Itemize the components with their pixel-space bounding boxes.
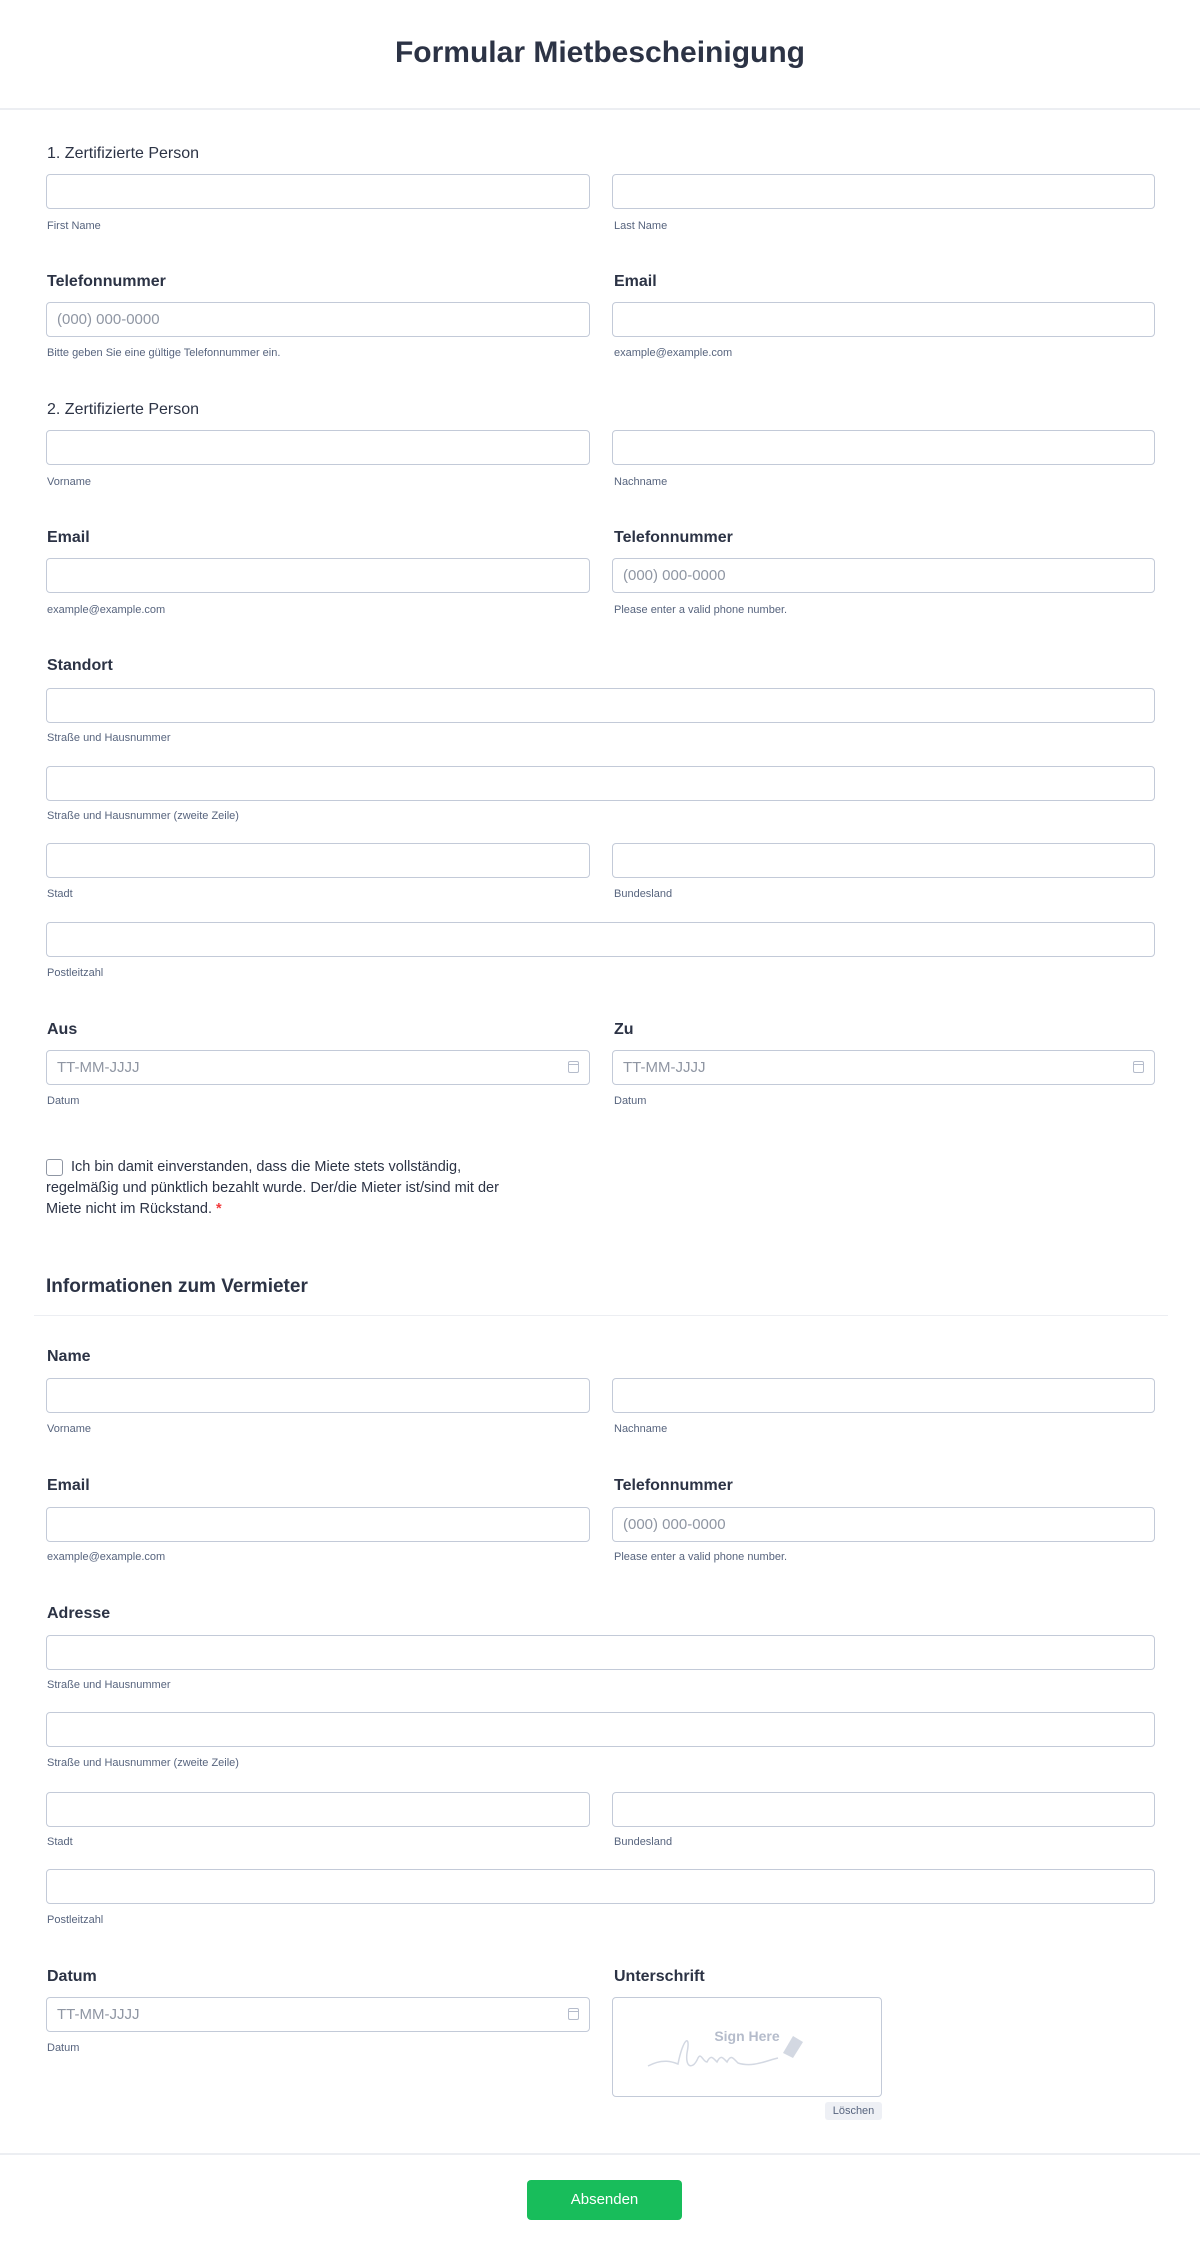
landlord-name-label: Name	[47, 1348, 91, 1365]
cert2-first-name-input[interactable]	[46, 430, 590, 465]
location-label: Standort	[47, 657, 113, 674]
location-city-input[interactable]	[46, 843, 590, 878]
location-zip-sublabel: Postleitzahl	[47, 967, 104, 979]
to-date-placeholder: TT-MM-JJJJ	[623, 1059, 706, 1076]
cert1-email-input[interactable]	[612, 302, 1155, 337]
landlord-phone-sublabel: Please enter a valid phone number.	[614, 1551, 788, 1563]
cert2-first-sublabel: Vorname	[47, 476, 92, 488]
cert1-email-label: Email	[614, 273, 657, 290]
from-date-label: Aus	[47, 1021, 78, 1038]
signature-hint: Sign Here	[714, 2028, 780, 2044]
cert2-email-sublabel: example@example.com	[47, 604, 166, 616]
cert2-phone-input[interactable]: (000) 000-0000	[612, 558, 1155, 593]
calendar-icon[interactable]	[1133, 1061, 1144, 1073]
cert1-last-sublabel: Last Name	[614, 220, 668, 232]
cert2-last-name-input[interactable]	[612, 430, 1155, 465]
cert1-last-name-input[interactable]	[612, 174, 1155, 209]
landlord-street-input[interactable]	[46, 1635, 1155, 1670]
landlord-state-input[interactable]	[612, 1792, 1155, 1827]
cert2-label: 2. Zertifizierte Person	[47, 401, 200, 418]
consent-text	[46, 1157, 526, 1220]
location-street2-sublabel: Straße und Hausnummer (zweite Zeile)	[47, 810, 239, 822]
footer-divider	[0, 2153, 1200, 2155]
landlord-zip-input[interactable]	[46, 1869, 1155, 1904]
cert1-phone-sublabel: Bitte geben Sie eine gültige Telefonnummer ein.	[47, 347, 281, 359]
to-date-label: Zu	[614, 1021, 634, 1038]
location-state-sublabel: Bundesland	[614, 888, 673, 900]
landlord-city-input[interactable]	[46, 1792, 590, 1827]
location-street2-input[interactable]	[46, 766, 1155, 801]
location-street-sublabel: Straße und Hausnummer	[47, 732, 171, 744]
cert1-first-sublabel: First Name	[47, 220, 101, 232]
location-state-input[interactable]	[612, 843, 1155, 878]
from-date-sublabel: Datum	[47, 1095, 80, 1107]
cert1-label: 1. Zertifizierte Person	[47, 145, 200, 162]
cert1-first-name-input[interactable]	[46, 174, 590, 209]
landlord-date-sublabel: Datum	[47, 2042, 80, 2054]
landlord-address-label: Adresse	[47, 1605, 111, 1622]
cert2-email-input[interactable]	[46, 558, 590, 593]
calendar-icon[interactable]	[568, 1061, 579, 1073]
signature-scribble-icon	[643, 2028, 853, 2078]
landlord-email-label: Email	[47, 1477, 90, 1494]
landlord-last-name-input[interactable]	[612, 1378, 1155, 1413]
landlord-state-sublabel: Bundesland	[614, 1836, 673, 1848]
landlord-date-label: Datum	[47, 1968, 97, 1985]
cert2-phone-sublabel: Please enter a valid phone number.	[614, 604, 788, 616]
cert1-phone-label: Telefonnummer	[47, 273, 166, 290]
landlord-date-placeholder: TT-MM-JJJJ	[57, 2006, 140, 2023]
cert2-phone-label: Telefonnummer	[614, 529, 733, 546]
landlord-first-name-input[interactable]	[46, 1378, 590, 1413]
landlord-phone-input[interactable]: (000) 000-0000	[612, 1507, 1155, 1542]
signature-pad[interactable]	[612, 1997, 882, 2097]
from-date-input[interactable]	[46, 1050, 590, 1085]
cert1-email-sublabel: example@example.com	[614, 347, 733, 359]
landlord-street2-input[interactable]	[46, 1712, 1155, 1747]
landlord-last-sublabel: Nachname	[614, 1423, 668, 1435]
consent-label: Ich bin damit einverstanden, dass die Miete stets vollständig, regelmäßig und pünktlich bezahlt wurde. Der/die Mieter ist/sind mit der Miete nicht im Rückstand.	[46, 1159, 499, 1217]
submit-button[interactable]: Absenden	[527, 2180, 682, 2220]
landlord-date-input[interactable]	[46, 1997, 590, 2032]
location-zip-input[interactable]	[46, 922, 1155, 957]
from-date-placeholder: TT-MM-JJJJ	[57, 1059, 140, 1076]
calendar-icon[interactable]	[568, 2008, 579, 2020]
landlord-phone-label: Telefonnummer	[614, 1477, 733, 1494]
section-divider	[34, 1315, 1168, 1316]
landlord-city-sublabel: Stadt	[47, 1836, 73, 1848]
landlord-street2-sublabel: Straße und Hausnummer (zweite Zeile)	[47, 1757, 239, 1769]
landlord-street-sublabel: Straße und Hausnummer	[47, 1679, 171, 1691]
cert2-email-label: Email	[47, 529, 90, 546]
to-date-input[interactable]	[612, 1050, 1155, 1085]
landlord-zip-sublabel: Postleitzahl	[47, 1914, 104, 1926]
landlord-heading: Informationen zum Vermieter	[46, 1276, 308, 1297]
clear-signature-button[interactable]: Löschen	[825, 2102, 882, 2120]
page-title: Formular Mietbescheinigung	[394, 36, 806, 69]
signature-label: Unterschrift	[614, 1968, 705, 1985]
landlord-first-sublabel: Vorname	[47, 1423, 92, 1435]
landlord-email-input[interactable]	[46, 1507, 590, 1542]
to-date-sublabel: Datum	[614, 1095, 647, 1107]
cert1-phone-input[interactable]: (000) 000-0000	[46, 302, 590, 337]
cert2-last-sublabel: Nachname	[614, 476, 668, 488]
location-street-input[interactable]	[46, 688, 1155, 723]
required-marker: *	[216, 1201, 222, 1217]
location-city-sublabel: Stadt	[47, 888, 73, 900]
consent-checkbox[interactable]	[46, 1159, 63, 1176]
landlord-email-sublabel: example@example.com	[47, 1551, 166, 1563]
